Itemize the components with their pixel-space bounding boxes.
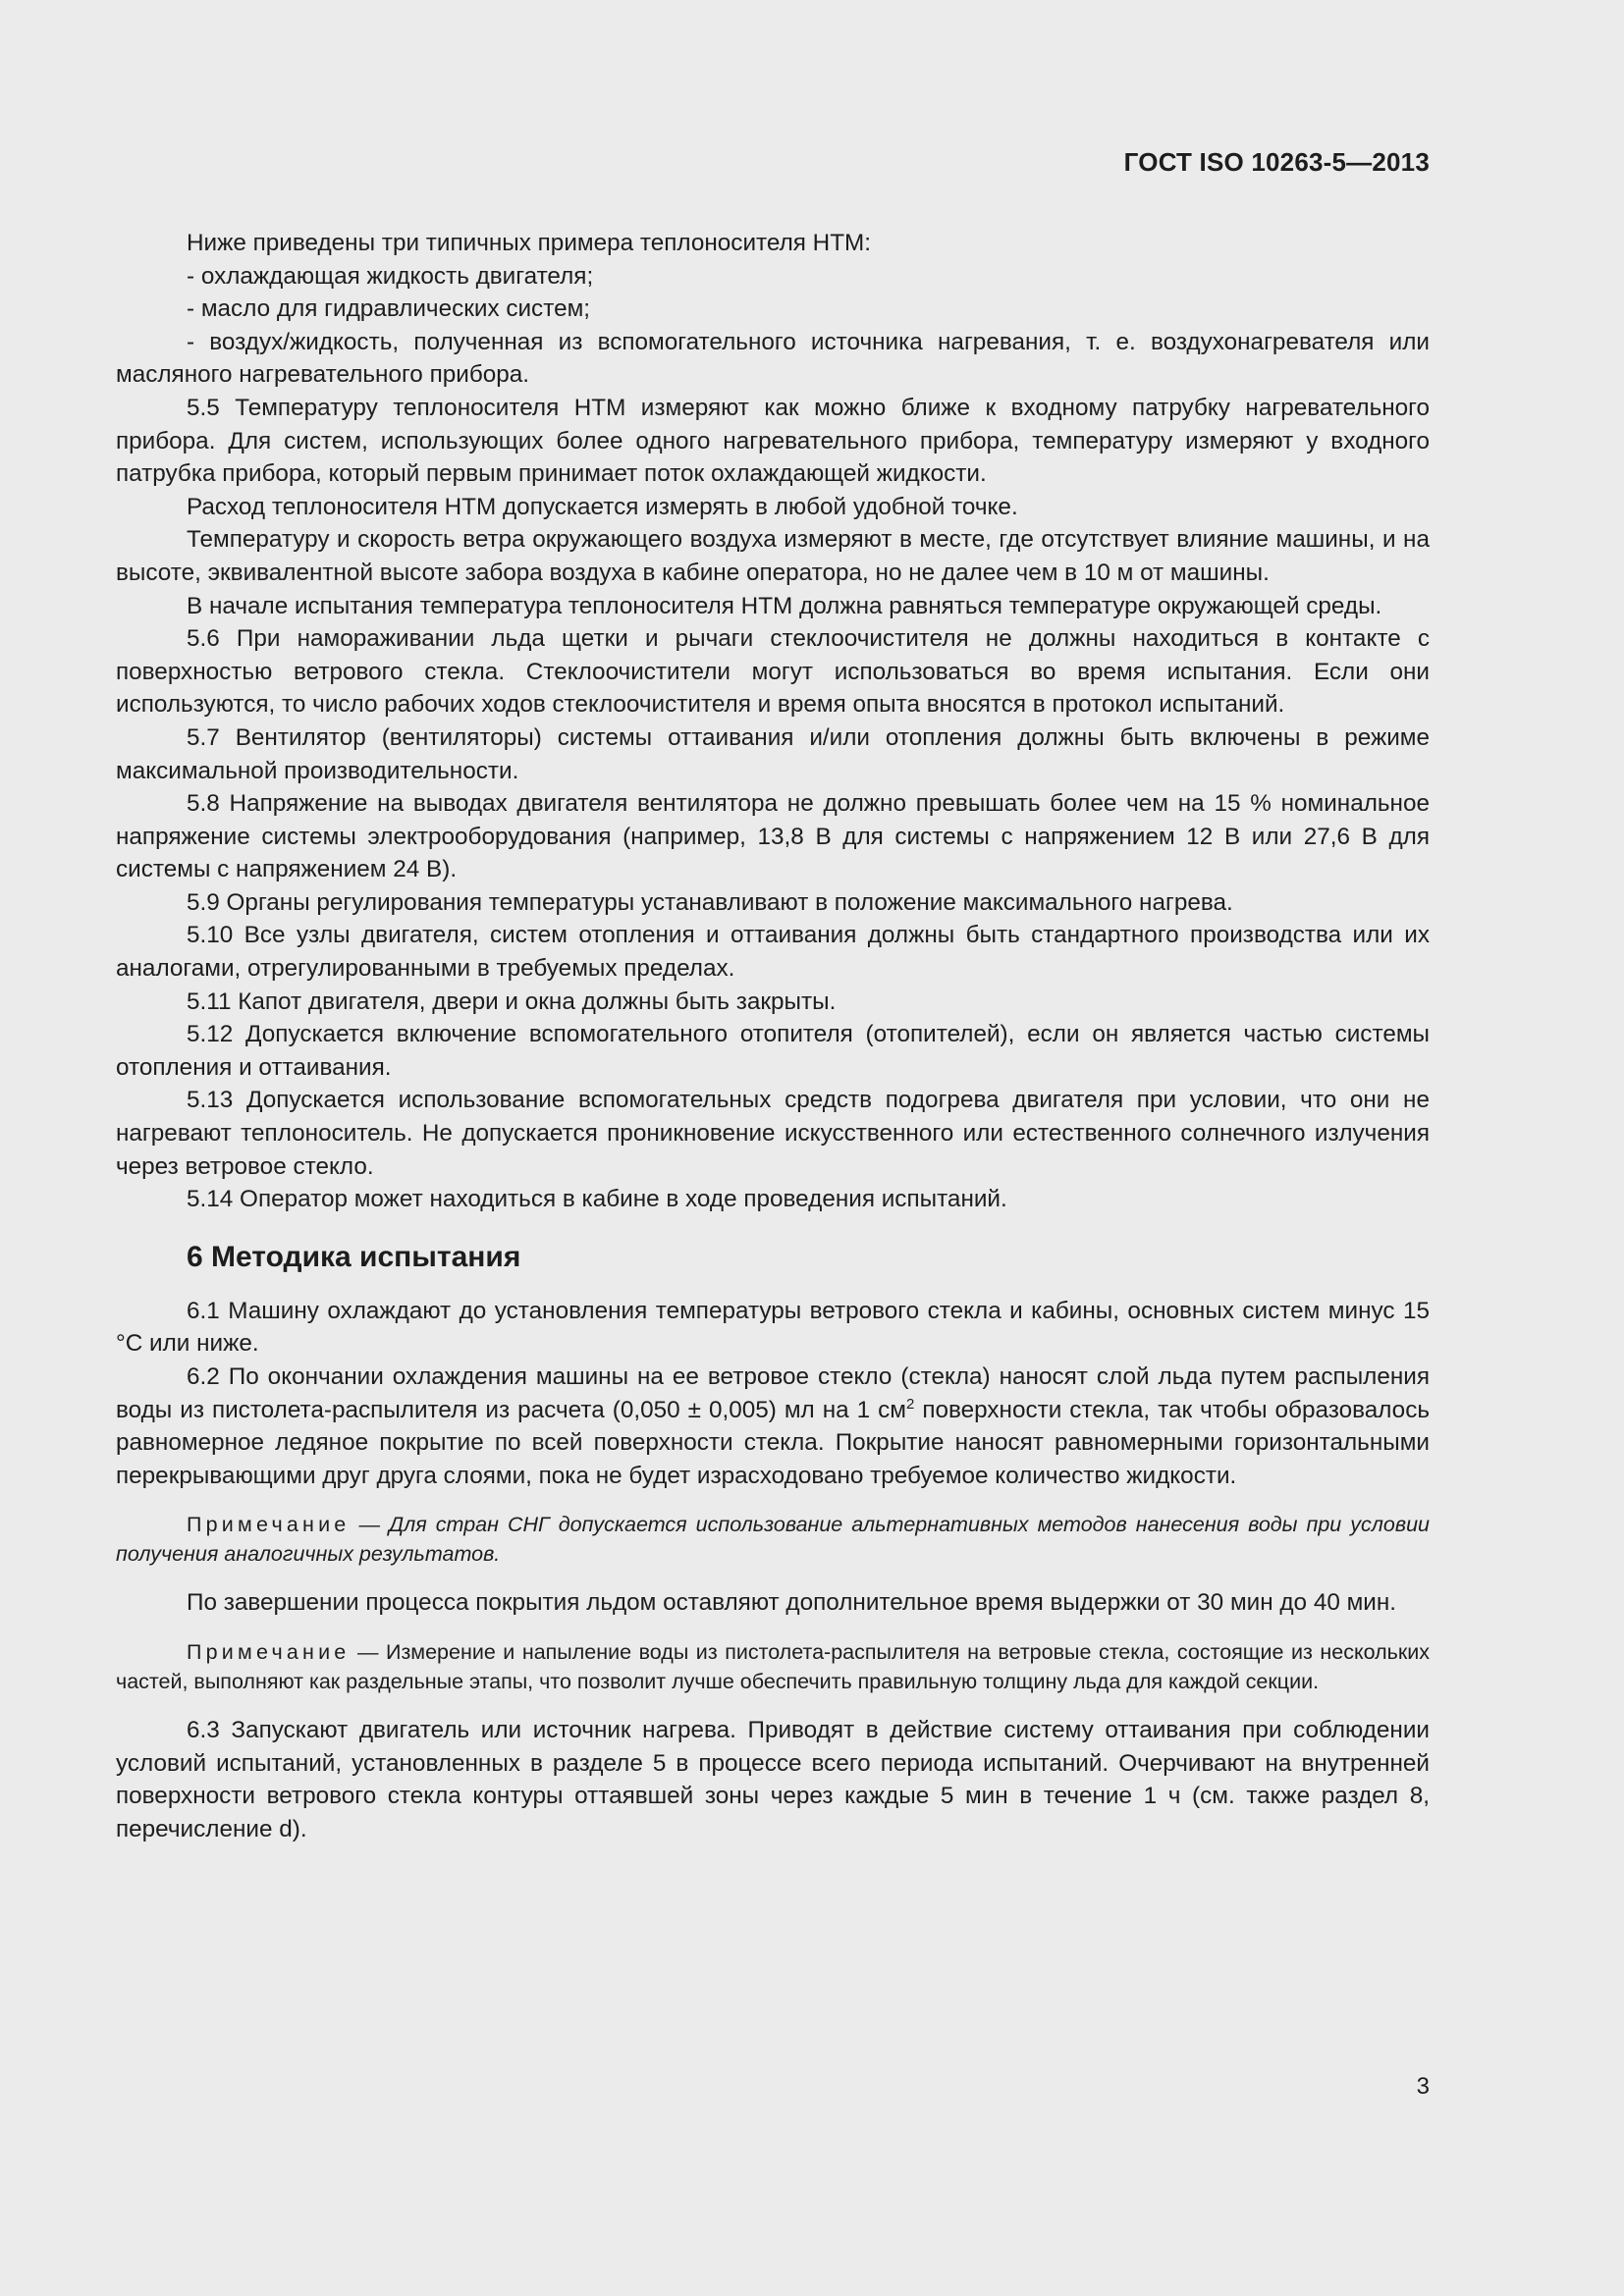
page-number: 3 xyxy=(1416,2073,1430,2100)
clause-5-10: 5.10 Все узлы двигателя, систем отопления и оттаивания должны быть стандартного производства или их аналогами, отрегулированными в требуемых пределах. xyxy=(116,922,1430,983)
clause-6-2-text-continued: поверхности стекла, так чтобы образовалось равномерное ледяное покрытие по всей поверхности стекла. Покрытие наносят равномерными горизонтальными перекрывающими друг друга слоями, пока не будет израсходовано требуемое количество жидкости. xyxy=(116,1396,1430,1489)
clause-5-6: 5.6 При намораживании льда щетки и рычаги стеклоочистителя не должны находиться в контакте с поверхностью ветрового стекла. Стеклоочистители могут использоваться во время испытания. Если они используются, то число рабочих ходов стеклоочистителя и время опыта вносятся в протокол испытаний. xyxy=(116,625,1430,719)
section-6-heading: 6 Методика испытания xyxy=(187,1240,521,1273)
clause-6-3: 6.3 Запускают двигатель или источник нагрева. Приводят в действие систему оттаивания при соблюдении условий испытаний, установленных в разделе 5 в процессе всего периода испытаний. Очерчивают на внутренней поверхности ветрового стекла контуры оттаявшей зоны через каждые 5 мин в течение 1 ч (см. также раздел 8, перечисление d). xyxy=(116,1716,1430,1842)
paragraph-hold-time: По завершении процесса покрытия льдом оставляют дополнительное время выдержки от 30 мин до 40 мин. xyxy=(187,1589,1397,1617)
note-label: Примечание xyxy=(187,1513,351,1537)
clause-6-1: 6.1 Машину охлаждают до установления температуры ветрового стекла и кабины, основных систем минус 15 °С или ниже. xyxy=(116,1297,1430,1358)
note-2-text: — Измерение и напыление воды из пистолета-распылителя на ветровые стекла, состоящие из нескольких частей, выполняют как раздельные этапы, что позволит лучше обеспечить правильную толщину льда для каждой секции. xyxy=(116,1639,1430,1693)
intro-lead: Ниже приведены три типичных примера теплоносителя HTM: xyxy=(187,230,872,256)
clause-5-13: 5.13 Допускается использование вспомогательных средств подогрева двигателя при условии, что они не нагревают теплоноситель. Не допускается проникновение искусственного или естественного солнечного излучения через ветровое стекло. xyxy=(116,1087,1430,1180)
document-code-header: ГОСТ ISO 10263-5—2013 xyxy=(1123,147,1430,177)
clause-5-11: 5.11 Капот двигателя, двери и окна должны быть закрыты. xyxy=(187,988,837,1015)
note-1-text: — Для стран СНГ допускается использование альтернативных методов нанесения воды при условии получения аналогичных результатов. xyxy=(116,1513,1430,1567)
note-1 xyxy=(116,1510,1430,1569)
intro-list-item: - охлаждающая жидкость двигателя; xyxy=(187,262,594,290)
paragraph-start-temperature: В начале испытания температура теплоносителя HTM должна равняться температуре окружающей среды. xyxy=(187,592,1382,619)
note-label: Примечание xyxy=(187,1639,351,1664)
intro-list-item: - воздух/жидкость, полученная из вспомогательного источника нагревания, т. е. воздухонагревателя или масляного нагревательного прибора. xyxy=(116,328,1430,389)
clause-5-14: 5.14 Оператор может находиться в кабине в ходе проведения испытаний. xyxy=(187,1186,1007,1213)
superscript-exponent: 2 xyxy=(905,1395,915,1413)
clause-5-8: 5.8 Напряжение на выводах двигателя вентилятора не должно превышать более чем на 15 % номинальное напряжение системы электрооборудования (например, 13,8 В для системы с напряжением 12 В или 27,6 В для системы с напряжением 24 В). xyxy=(116,790,1430,883)
paragraph-ambient-air: Температуру и скорость ветра окружающего воздуха измеряют в месте, где отсутствует влияние машины, и на высоте, эквивалентной высоте забора воздуха в кабине оператора, но не далее чем в 10 м от машины. xyxy=(116,526,1430,586)
paragraph-htm-flow: Расход теплоносителя HTM допускается измерять в любой удобной точке. xyxy=(187,493,1018,520)
clause-5-7: 5.7 Вентилятор (вентиляторы) системы оттаивания и/или отопления должны быть включены в режиме максимальной производительности. xyxy=(116,723,1430,784)
document-body xyxy=(116,227,1430,1845)
clause-5-12: 5.12 Допускается включение вспомогательного отопителя (отопителей), если он является частью системы отопления и оттаивания. xyxy=(116,1021,1430,1081)
clause-5-9: 5.9 Органы регулирования температуры устанавливают в положение максимального нагрева. xyxy=(187,888,1233,916)
intro-list-item: - масло для гидравлических систем; xyxy=(187,295,591,323)
clause-6-2-text: 6.2 По окончании охлаждения машины на ее ветровое стекло (стекла) наносят слой льда путем распыления воды из пистолета-распылителя из расчета (0,050 ± 0,005) мл на 1 см xyxy=(116,1363,1430,1423)
clause-5-5: 5.5 Температуру теплоносителя HTM измеряют как можно ближе к входному патрубку нагревательного прибора. Для систем, использующих более одного нагревательного прибора, температуру измеряют у входного патрубка прибора, который первым принимает поток охлаждающей жидкости. xyxy=(116,394,1430,488)
note-2 xyxy=(116,1637,1430,1696)
clause-6-2 xyxy=(116,1361,1430,1492)
